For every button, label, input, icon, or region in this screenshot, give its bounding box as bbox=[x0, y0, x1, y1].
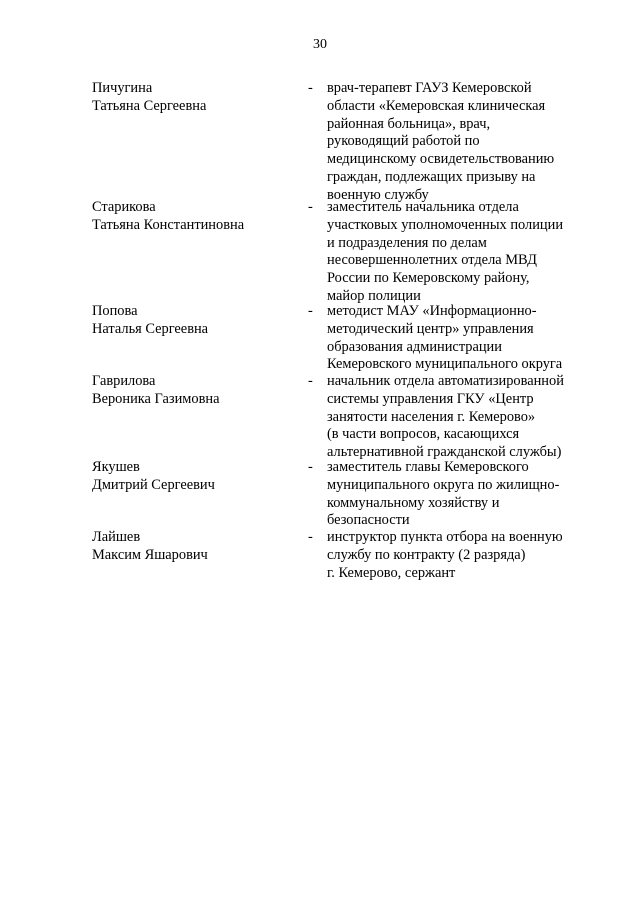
member-position bbox=[327, 303, 597, 374]
separator-dash: - bbox=[308, 459, 313, 475]
member-surname: Лайшев bbox=[92, 529, 141, 545]
position-line: заместитель главы Кемеровского bbox=[327, 459, 529, 475]
position-line: участковых уполномоченных полиции bbox=[327, 216, 564, 233]
position-line: заместитель начальника отдела bbox=[327, 199, 519, 215]
member-given-name: Вероника Газимовна bbox=[92, 390, 220, 407]
position-line: муниципального округа по жилищно- bbox=[327, 476, 560, 493]
member-surname: Пичугина bbox=[92, 80, 153, 96]
separator-dash: - bbox=[308, 303, 313, 319]
position-line: методист МАУ «Информационно- bbox=[327, 303, 537, 319]
position-line: районная больница», врач, bbox=[327, 115, 491, 132]
member-given-name: Наталья Сергеевна bbox=[92, 320, 209, 337]
position-line: области «Кемеровская клиническая bbox=[327, 97, 546, 114]
member-given-name: Татьяна Константиновна bbox=[92, 216, 245, 233]
position-line: занятости населения г. Кемерово» bbox=[327, 408, 536, 425]
position-line: альтернативной гражданской службы) bbox=[327, 444, 562, 461]
position-line: коммунальному хозяйству и bbox=[327, 494, 500, 511]
separator-dash: - bbox=[308, 199, 313, 215]
member-name bbox=[92, 373, 302, 409]
member-position bbox=[327, 199, 597, 306]
position-line: и подразделения по делам bbox=[327, 234, 487, 251]
position-line: г. Кемерово, сержант bbox=[327, 564, 456, 581]
member-position bbox=[327, 529, 597, 582]
member-position bbox=[327, 373, 597, 462]
position-line: медицинскому освидетельствованию bbox=[327, 151, 555, 168]
position-line: образования администрации bbox=[327, 338, 502, 355]
separator-dash: - bbox=[308, 80, 313, 96]
position-line: безопасности bbox=[327, 512, 410, 529]
member-name bbox=[92, 199, 302, 235]
position-line: военную службу bbox=[327, 186, 429, 203]
position-line: майор полиции bbox=[327, 287, 421, 304]
position-line: несовершеннолетних отдела МВД bbox=[327, 252, 537, 269]
member-position bbox=[327, 459, 597, 530]
separator-dash: - bbox=[308, 373, 313, 389]
member-given-name: Максим Яшарович bbox=[92, 546, 208, 563]
member-position bbox=[327, 80, 597, 205]
position-line: службу по контракту (2 разряда) bbox=[327, 546, 526, 563]
position-line: России по Кемеровскому району, bbox=[327, 270, 530, 287]
separator-dash: - bbox=[308, 529, 313, 545]
position-line: методический центр» управления bbox=[327, 320, 534, 337]
member-name bbox=[92, 459, 302, 495]
member-surname: Попова bbox=[92, 303, 138, 319]
position-line: системы управления ГКУ «Центр bbox=[327, 390, 534, 407]
member-given-name: Татьяна Сергеевна bbox=[92, 97, 207, 114]
member-surname: Старикова bbox=[92, 199, 156, 215]
member-name bbox=[92, 303, 302, 339]
position-line: Кемеровского муниципального округа bbox=[327, 356, 563, 373]
member-name bbox=[92, 529, 302, 565]
position-line: граждан, подлежащих призыву на bbox=[327, 168, 536, 185]
position-line: (в части вопросов, касающихся bbox=[327, 426, 520, 443]
position-line: инструктор пункта отбора на военную bbox=[327, 529, 563, 545]
member-surname: Якушев bbox=[92, 459, 140, 475]
position-line: врач-терапевт ГАУЗ Кемеровской bbox=[327, 80, 532, 96]
member-name bbox=[92, 80, 302, 116]
position-line: руководящий работой по bbox=[327, 133, 480, 150]
member-given-name: Дмитрий Сергеевич bbox=[92, 476, 215, 493]
member-surname: Гаврилова bbox=[92, 373, 156, 389]
position-line: начальник отдела автоматизированной bbox=[327, 373, 564, 389]
page-number: 30 bbox=[313, 37, 327, 52]
